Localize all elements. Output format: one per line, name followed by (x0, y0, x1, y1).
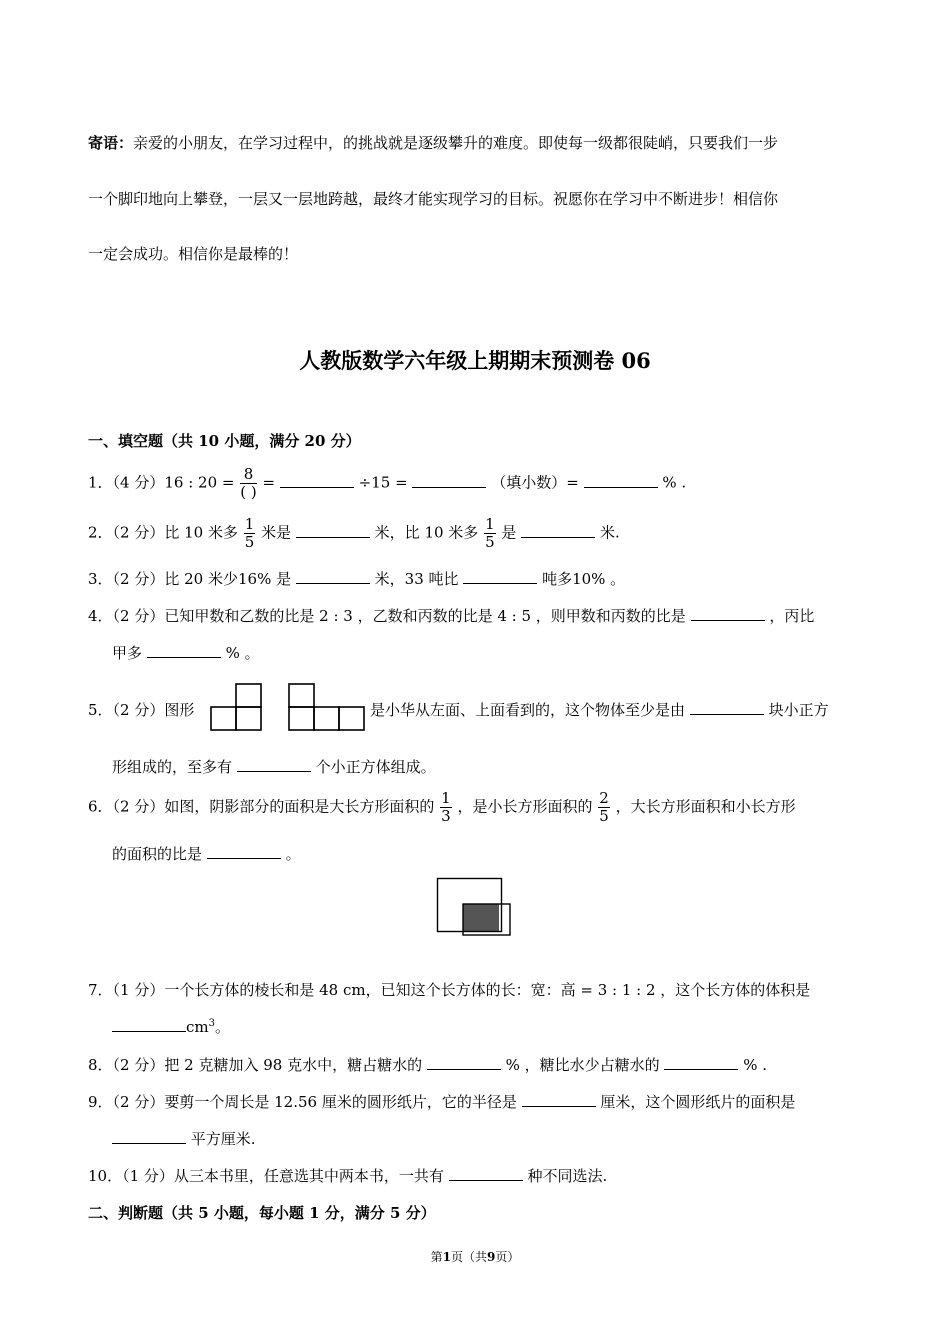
question-5-cont: 形组成的，至多有 个小正方体组成。 (112, 758, 436, 776)
total-pages: 9 (487, 1250, 496, 1264)
answer-blank[interactable] (463, 582, 537, 584)
views-figure (208, 682, 368, 732)
question-9: 9．（2 分）要剪一个周长是 12.56 厘米的圆形纸片，它的半径是 厘米，这个圆形纸片的面积是 (88, 1093, 796, 1111)
answer-blank[interactable] (280, 486, 354, 488)
question-1: 1．（4 分）16 : 20 = $\frac{8}{( )}$ = ÷15 = （填小数）= % . (88, 465, 687, 501)
top-view-square-2 (314, 707, 339, 730)
left-view-bottom-left-square (211, 707, 236, 730)
question-6-cont: 的面积的比是 。 (112, 845, 301, 863)
top-view-top-square (289, 684, 314, 707)
answer-blank[interactable] (147, 656, 221, 658)
question-7: 7．（1 分）一个长方体的棱长和是 48 cm，已知这个长方体的长：宽：高 = 3 : 1 : 2 ，这个长方体的体积是 (88, 981, 811, 999)
fraction: $\frac{1}{5}$ (485, 515, 495, 551)
intro-line-3: 一定会成功。相信你是最棒的！ (88, 245, 299, 263)
page-title: 人教版数学六年级上期期末预测卷 06 (299, 348, 651, 373)
answer-blank[interactable] (584, 486, 658, 488)
question-6: 6．（2 分）如图，阴影部分的面积是大长方形面积的 $\frac{1}{3}$ ，是小长方形面积的 $\frac{2}{5}$ ，大长方形面积和小长方形 (88, 789, 796, 825)
question-7-cont: $cm^3$。 (112, 1016, 230, 1037)
intro-line-2: 一个脚印地向上攀登，一层又一层地跨越，最终才能实现学习的目标。祝愿你在学习中不断进步！相信你 (88, 190, 779, 208)
section-heading-true-false: 二、判断题（共 5 小题，每小题 1 分，满分 5 分） (88, 1204, 436, 1222)
answer-blank[interactable] (522, 1105, 596, 1107)
answer-blank[interactable] (690, 713, 764, 715)
intro-line-1: 寄语：亲爱的小朋友，在学习过程中，的挑战就是逐级攀升的难度。即使每一级都很陡峭，只要我们一步 (88, 134, 779, 152)
fraction: $\frac{1}{5}$ (244, 515, 255, 551)
answer-blank[interactable] (112, 1142, 186, 1144)
answer-blank[interactable] (427, 1068, 501, 1070)
rectangles-figure (436, 877, 514, 937)
answer-blank[interactable] (112, 1030, 186, 1032)
left-view-top-square (236, 684, 261, 707)
intro-label: 寄语： (88, 134, 134, 152)
fraction: $\frac{8}{( )}$ (240, 465, 257, 501)
answer-blank[interactable] (237, 770, 311, 772)
top-view-square-1 (289, 707, 314, 730)
answer-blank[interactable] (296, 536, 370, 538)
question-3: 3．（2 分）比 20 米少16% 是 米，33 吨比 吨多10% 。 (88, 570, 626, 588)
question-5: 5．（2 分）图形 (88, 701, 195, 719)
page-number: 1 (442, 1250, 451, 1264)
question-2: 2．（2 分）比 10 米多 $\frac{1}{5}$ 米是 米，比 10 米多 $\frac{1}{5}$ 是 米. (88, 515, 620, 551)
page-footer: 第1页（共9页） (430, 1250, 520, 1264)
answer-blank[interactable] (521, 536, 595, 538)
answer-blank[interactable] (296, 582, 370, 584)
left-view-bottom-right-square (236, 707, 261, 730)
question-9-cont: 平方厘米. (112, 1128, 256, 1149)
fraction: $\frac{1}{3}$ (441, 789, 451, 825)
answer-blank[interactable] (412, 486, 486, 488)
fraction: $\frac{2}{5}$ (599, 789, 609, 825)
answer-blank[interactable] (207, 857, 281, 859)
question-4: 4．（2 分）已知甲数和乙数的比是 2 : 3 ，乙数和丙数的比是 4 : 5 ，则甲数和丙数的比是 ，丙比 (88, 607, 815, 625)
answer-blank[interactable] (449, 1179, 523, 1181)
question-4-cont: 甲多 % 。 (112, 644, 260, 662)
answer-blank[interactable] (664, 1068, 738, 1070)
section-heading-fill-in: 一、填空题（共 10 小题，满分 20 分） (88, 432, 361, 450)
shaded-overlap (463, 904, 499, 932)
answer-blank[interactable] (691, 619, 765, 621)
question-5-rest: 是小华从左面、上面看到的，这个物体至少是由 块小正方 (370, 701, 829, 719)
question-10: 10．（1 分）从三本书里，任意选其中两本书，一共有 种不同选法. (88, 1167, 608, 1185)
question-8: 8．（2 分）把 2 克糖加入 98 克水中，糖占糖水的 % ，糖比水少占糖水的 % . (88, 1056, 768, 1074)
top-view-square-3 (339, 707, 364, 730)
